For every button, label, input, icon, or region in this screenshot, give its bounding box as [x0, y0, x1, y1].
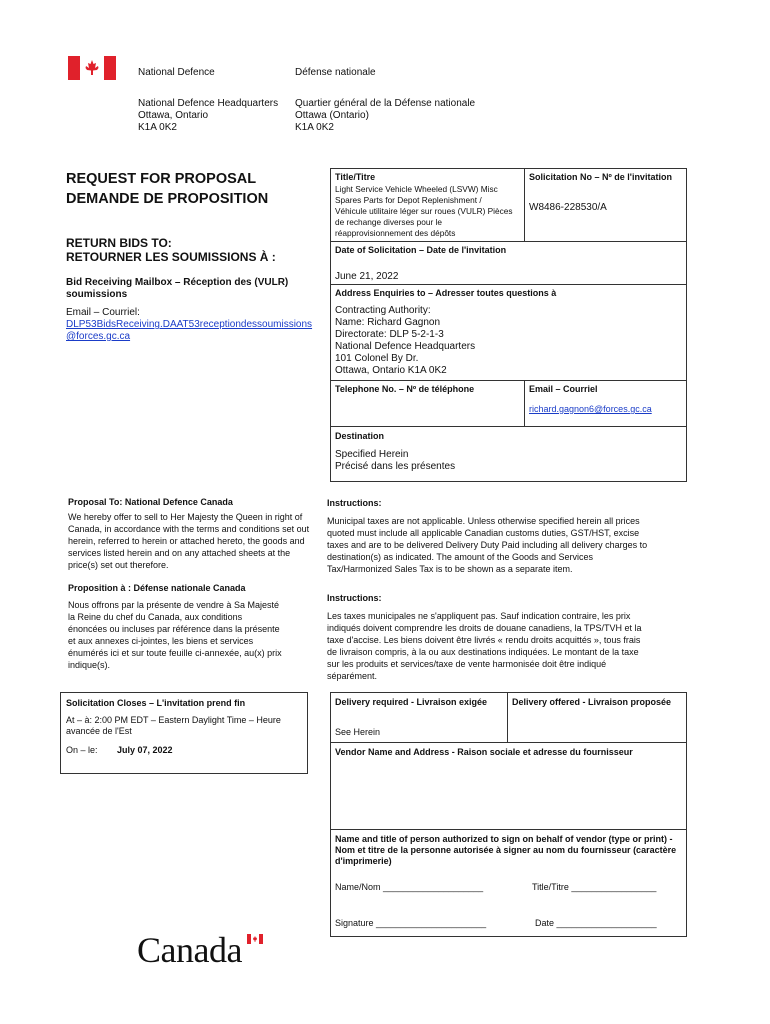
return-bids-fr: RETOURNER LES SOUMISSIONS À : — [66, 250, 276, 264]
instructions-label-en: Instructions: — [327, 498, 382, 508]
destination-label: Destination — [335, 431, 385, 441]
instructions-text-fr: Les taxes municipales ne s'appliquent pas. Sauf indication contraire, les prix indiqués doivent comprendre les droits de douane canadiens, la TPS/TVH et la taxe d'accise. Les biens doivent être livrés « rendu droits acquittés », tous frais de livraison compris, à la ou aux destinations indiquées. Le montant de la taxe sur les produits et services/taxe de vente harmonisée doit être indiqué séparément. — [327, 611, 642, 681]
instructions-text-en: Municipal taxes are not applicable. Unless otherwise specified herein all prices quoted must include all applicable Canadian customs duties, GST/HST, excise taxes and are to be delivered Delivery Duty Paid including all delivery charges to destination(s) as indicated. The amount of the Goods and Services Tax/Harmonized Sales Tax is to be shown as a separate item. — [327, 516, 648, 574]
canada-flag-icon — [68, 56, 116, 80]
delivery-required-value: See Herein — [335, 727, 381, 737]
proposal-text-en: We hereby offer to sell to Her Majesty the Queen in right of Canada, in accordance with the terms and conditions set out herein, referred to herein or attached hereto, the goods and services listed herein and on any attached sheets at the price(s) set out therefore. — [68, 512, 310, 570]
enquiries-label: Address Enquiries to – Adresser toutes questions à — [335, 288, 557, 298]
solicitation-number: W8486-228530/A — [529, 202, 607, 213]
closes-date: July 07, 2022 — [117, 745, 173, 755]
canada-wordmark-text: Canada — [137, 930, 242, 970]
signer-name-field[interactable]: Name/Nom ____________________ — [335, 882, 484, 892]
rfp-title-en: REQUEST FOR PROPOSAL — [66, 171, 257, 187]
vendor-box — [330, 692, 687, 937]
phone-label: Telephone No. – Nº de téléphone — [335, 384, 475, 394]
date-value: June 21, 2022 — [335, 271, 399, 282]
contact-email-link[interactable]: richard.gagnon6@forces.gc.ca — [529, 404, 652, 414]
destination-value: Specified Herein Précisé dans les présentes — [335, 449, 456, 472]
closes-time: At – à: 2:00 PM EDT – Eastern Daylight Time – Heure avancée de l'Est — [66, 715, 281, 736]
wordmark-flag-icon — [247, 934, 263, 944]
proposal-to-fr: Proposition à : Défense nationale Canada — [68, 583, 246, 593]
signer-title-field[interactable]: Title/Titre _________________ — [532, 882, 657, 892]
signature-field[interactable]: Signature ______________________ — [335, 918, 487, 928]
dept-name-en: National Defence — [138, 67, 215, 78]
signature-date-field[interactable]: Date ____________________ — [535, 918, 657, 928]
bid-email-link[interactable]: DLP53BidsReceiving.DAAT53receptiondessoumissions@forces.gc.ca — [66, 319, 313, 342]
title-text: Light Service Vehicle Wheeled (LSVW) Misc Spares Parts for Depot Replenishment / Véhicule utilitaire léger sur roues (VULR) Pièces de rechange diverses pour le réapprovisionnement des dépôts — [335, 184, 513, 238]
proposal-to-en: Proposal To: National Defence Canada — [68, 497, 233, 507]
dept-name-fr: Défense nationale — [295, 67, 376, 78]
delivery-required-label: Delivery required - Livraison exigée — [335, 697, 488, 707]
instructions-label-fr: Instructions: — [327, 593, 382, 603]
canada-wordmark — [137, 928, 267, 974]
closes-label: Solicitation Closes – L'invitation prend fin — [66, 698, 246, 708]
date-label: Date of Solicitation – Date de l'invitation — [335, 245, 507, 255]
vendor-label: Vendor Name and Address - Raison sociale et adresse du fournisseur — [335, 747, 633, 757]
delivery-offered-label: Delivery offered - Livraison proposée — [512, 697, 672, 707]
address-en: National Defence Headquarters Ottawa, Ontario K1A 0K2 — [138, 98, 279, 133]
bid-mailbox: Bid Receiving Mailbox – Réception des (VULR) soumissions — [66, 277, 289, 300]
email-label: Email – Courriel: — [66, 307, 140, 318]
solicitation-label: Solicitation No – Nº de l'invitation — [529, 172, 672, 182]
proposal-text-fr: Nous offrons par la présente de vendre à Sa Majesté la Reine du chef du Canada, aux conditions énoncées ou incluses par référence dans la présente et aux annexes ci-jointes, les biens et services énumérés ici et sur toute feuille ci-annexée, au(x) prix indique(s). — [68, 600, 282, 670]
contracting-authority: Contracting Authority: Name: Richard Gagnon Directorate: DLP 5-2-1-3 National Defence Headquarters 101 Colonel By Dr. Ottawa, Ontario K1A 0K2 — [335, 305, 476, 376]
title-label: Title/Titre — [335, 172, 376, 182]
address-fr: Quartier général de la Défense nationale Ottawa (Ontario) K1A 0K2 — [295, 98, 476, 133]
signing-label: Name and title of person authorized to sign on behalf of vendor (type or print) - Nom et titre de la personne autorisée à signer au nom du fournisseur (caractère d'imprimerie) — [335, 834, 677, 866]
return-bids-en: RETURN BIDS TO: — [66, 236, 172, 250]
email-courriel-label: Email – Courriel — [529, 384, 598, 394]
closes-on-label: On – le: — [66, 745, 98, 755]
rfp-title-fr: DEMANDE DE PROPOSITION — [66, 191, 269, 207]
